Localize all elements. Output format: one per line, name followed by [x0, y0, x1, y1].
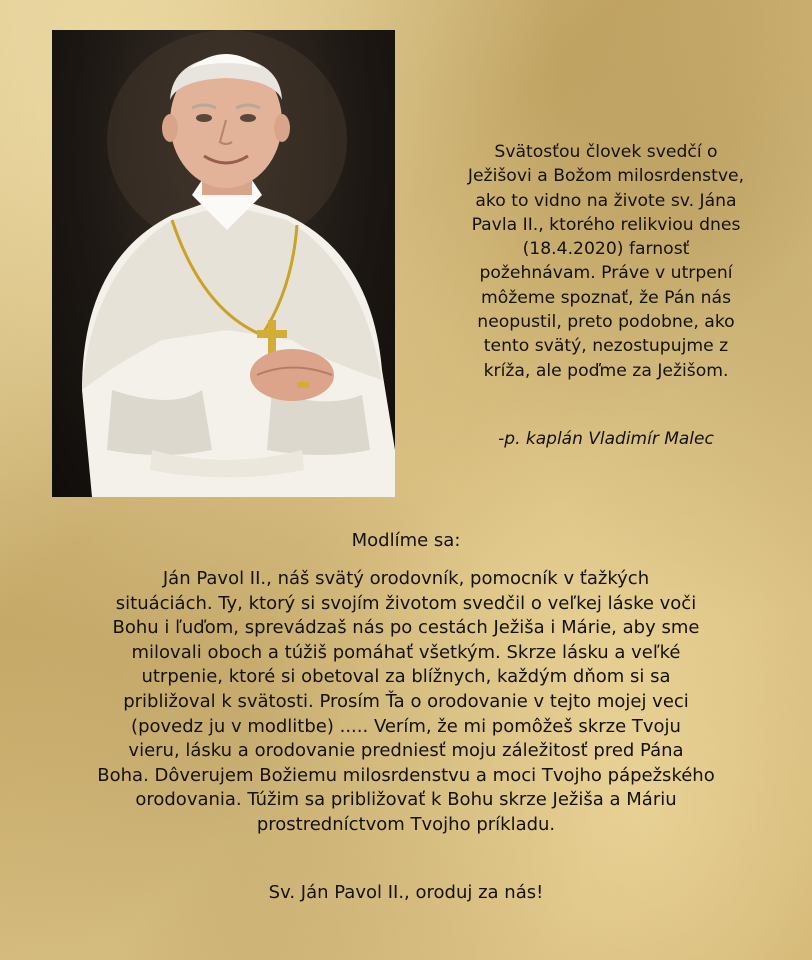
ring	[297, 382, 309, 388]
right-eye	[240, 114, 256, 122]
prayer-heading: Modlíme sa:	[351, 530, 461, 551]
homily-quote: Svätosťou človek svedčí o Ježišovi a Božom milosrdenstve, ako to vidno na živote sv. Jána Pavla II., ktorého relikviou dnes (18.4.2020) farnosť požehnávam. Práve v utrpení môžeme spoznať, že Pán nás neopustil, preto podobne, ako tento svätý, nezostupujme z kríža, ale poďme za Ježišom.	[467, 142, 745, 381]
left-eye	[196, 114, 212, 122]
prayer-closing: Sv. Ján Pavol II., oroduj za nás!	[268, 882, 544, 903]
quote-author: -p. kaplán Vladimír Malec	[498, 429, 714, 449]
clasped-hands	[250, 349, 334, 401]
portrait-painting	[52, 30, 395, 497]
prayer-text: Ján Pavol II., náš svätý orodovník, pomocník v ťažkých situáciách. Ty, ktorý si svojím životom svedčil o veľkej láske voči Bohu i ľuďom, sprevádzaš nás po cestách Ježiša i Márie, aby sme milovali oboch a túžiš pomáhať všetkým. Skrze lásku a veľké utrpenie, ktoré si obetoval za blížnych, každým dňom si sa približoval k svätosti. Prosím Ťa o orodovanie v tejto mojej veci (povedz ju v modlitbe) ..... Verím, že mi pomôžeš skrze Tvoju vieru, lásku a orodovanie predniesť moju záležitosť pred Pána Boha. Dôverujem Božiemu milosrdenstvu a moci Tvojho pápežského orodovania. Túžim sa približovať k Bohu skrze Ježiša a Máriu prostredníctvom Tvojho príkladu.	[97, 568, 715, 835]
portrait-illustration	[52, 30, 395, 497]
